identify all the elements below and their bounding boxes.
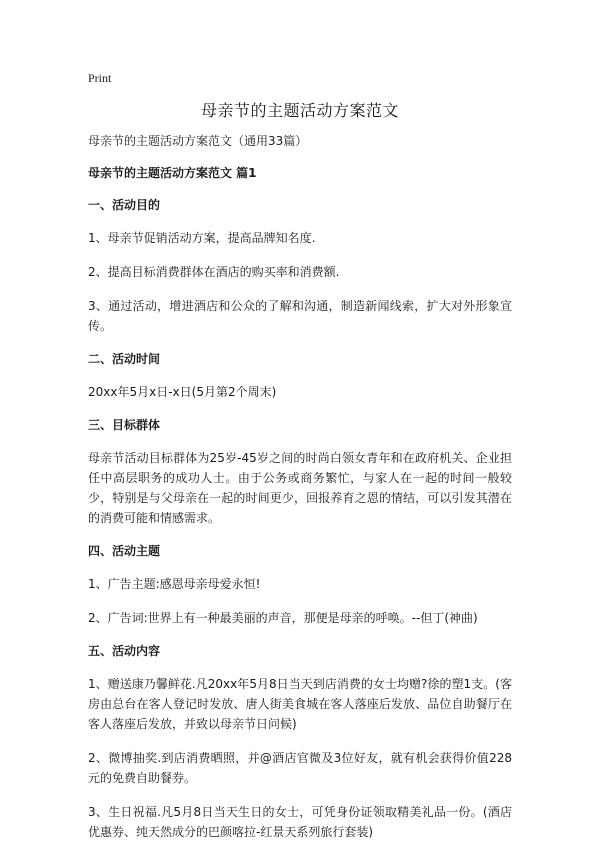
paragraph: 母亲节活动目标群体为25岁-45岁之间的时尚白领女青年和在政府机关、企业担任中高层职务的成功人士。由于公务或商务繁忙，与家人在一起的时间一般较少，特别是与父母亲在一起的时间更少，回报养育之恩的情结，可以引发其潜在的消费可能和情感需求。 [88, 451, 512, 525]
paragraph: 1、赠送康乃馨鲜花.凡20xx年5月8日当天到店消费的女士均赠?徐的塑1支。(客房由总台在客人登记时发放、唐人街美食城在客人落座后发放、品位自助餐厅在客人落座后发放，并致以母亲节日问候) [88, 677, 512, 731]
document-title: 母亲节的主题活动方案范文 [200, 101, 399, 120]
paragraph: 3、通过活动，增进酒店和公众的了解和沟通，制造新闻线索，扩大对外形象宣传。 [88, 299, 512, 333]
paragraph: 2、提高目标消费群体在酒店的购买率和消费额. [88, 265, 340, 279]
paragraph: 2、广告词:世界上有一种最美丽的声音，那便是母亲的呼唤。--但丁(神曲) [88, 611, 478, 625]
section-heading-theme: 四、活动主题 [88, 544, 161, 558]
paragraph: 3、生日祝福.凡5月8日当天生日的女士，可凭身份证领取精美礼品一份。(酒店优惠券、纯天然成分的巴颜喀拉-红景天系列旅行套装) [88, 805, 512, 839]
paragraph: 1、广告主题:感恩母亲母爱永恒! [88, 577, 261, 591]
print-label[interactable]: Print [88, 71, 112, 85]
article-heading: 母亲节的主题活动方案范文 篇1 [88, 166, 257, 180]
section-heading-target-group: 三、目标群体 [88, 418, 161, 432]
paragraph: 1、母亲节促销活动方案，提高品牌知名度. [88, 231, 316, 245]
paragraph: 2、微博抽奖.到店消费晒照，并@酒店官微及3位好友，就有机会获得价值228元的免费自助餐券。 [88, 751, 512, 785]
document-subtitle: 母亲节的主题活动方案范文（通用33篇） [88, 134, 308, 148]
section-heading-purpose: 一、活动目的 [88, 198, 161, 212]
section-heading-content: 五、活动内容 [88, 644, 161, 658]
paragraph: 20xx年5月x日-x日(5月第2个周末) [88, 385, 277, 399]
section-heading-time: 二、活动时间 [88, 352, 161, 366]
